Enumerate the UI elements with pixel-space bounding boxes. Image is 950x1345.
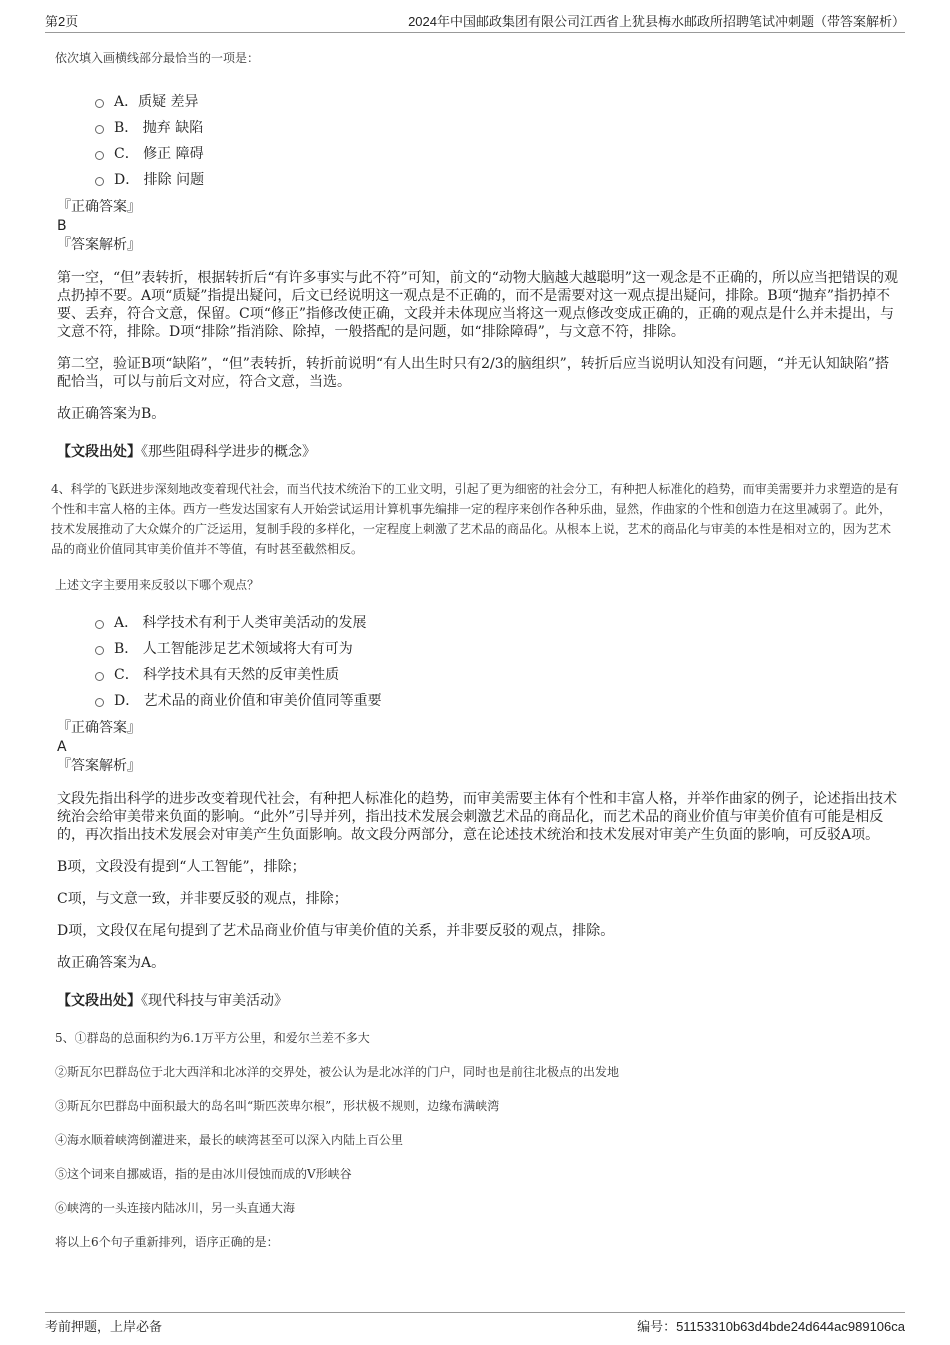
radio-icon[interactable] [95,99,104,108]
q5-sentence: ②斯瓦尔巴群岛位于北大西洋和北冰洋的交界处，被公认为是北冰洋的门户，同时也是前往北极点的出发地 [55,1065,620,1079]
q4-answer: A [57,739,67,755]
radio-icon[interactable] [95,151,104,160]
radio-icon[interactable] [95,698,104,707]
q5-sentence: ⑥峡湾的一头连接内陆冰川，另一头直通大海 [55,1201,296,1215]
radio-icon[interactable] [95,620,104,629]
footer-slogan: 考前押题，上岸必备 [45,1320,163,1335]
q3-analysis-paragraph: 第二空，验证B项“缺陷”，“但”表转折，转折前说明“有人出生时只有2/3的脑组织”，转折后应当说明认知没有问题，“并无认知缺陷”搭配恰当，可以与前后文对应，符合文意，当选。 [57,356,890,390]
q4-option-b[interactable]: B． 人工智能涉足艺术领域将大有可为 [95,635,900,661]
q4-option-a[interactable]: A． 科学技术有利于人类审美活动的发展 [95,609,900,635]
q3-options [95,88,900,192]
q5-sentence: ⑤这个词来自挪威语，指的是由冰川侵蚀而成的V形峡谷 [55,1167,352,1181]
q4-options [95,609,900,713]
radio-icon[interactable] [95,646,104,655]
q4-option-d[interactable]: D． 艺术品的商业价值和审美价值同等重要 [95,687,900,713]
q3-analysis-label: 『答案解析』 [57,237,141,253]
page-number: 第2页 [45,14,79,29]
q4-analysis-paragraph: D项，文段仅在尾句提到了艺术品商业价值与审美价值的关系，并非要反驳的观点，排除。 [57,923,615,939]
document-code: 编号：51153310b63d4bde24d644ac989106ca [637,1319,905,1334]
q4-text: 4、科学的飞跃进步深刻地改变着现代社会，而当代技术统治下的工业文明，引起了更为细密的社会分工，有种把人标准化的趋势，而审美需要并力求塑造的是有个性和丰富人格的主体。西方一些发达国家有人开始尝试运用计算机事先编排一定的程序来创作各种乐曲，显然，作曲家的个性和创造力在这里减弱了。此外，技术发展推动了大众媒介的广泛运用，复制手段的多样化，一定程度上刺激了艺术品的商品化。从根本上说，艺术的商品化与审美的本性是相对立的，因为艺术品的商业价值同其审美价值并不等值，有时甚至截然相反。 [51,482,899,556]
q4-analysis-paragraph: C项，与文意一致，并非要反驳的观点，排除； [57,891,348,907]
q5-sentence: 5、①群岛的总面积约为6.1万平方公里，和爱尔兰差不多大 [55,1031,370,1045]
q4-source: 【文段出处】《现代科技与审美活动》 [57,993,288,1009]
q4-analysis-paragraph: 故正确答案为A。 [57,955,166,971]
q3-answer: B [57,218,67,234]
q3-analysis-paragraph: 第一空，“但”表转折，根据转折后“有许多事实与此不符”可知，前文的“动物大脑越大越聪明”这一观念是不正确的，所以应当把错误的观点扔掉不要。A项“质疑”指提出疑问，后文已经说明这一观点是不正确的，而不是需要对这一观点提出疑问，排除。B项“抛弃”指扔掉不要、丢弃，符合文意，保留。C项“修正”指修改使正确，文段并未体现应当将这一观点修改变成正确的，正确的观点是什么并未提出，与文意不符，排除。D项“排除”指消除、除掉，一般搭配的是问题，如“排除障碍”，与文意不符，排除。 [57,270,898,340]
q3-option-d[interactable]: D． 排除 问题 [95,166,900,192]
q4-option-c[interactable]: C． 科学技术具有天然的反审美性质 [95,661,900,687]
q4-prompt: 上述文字主要用来反驳以下哪个观点？ [55,578,260,592]
q3-analysis-paragraph: 故正确答案为B。 [57,406,166,422]
q5-sentence: ③斯瓦尔巴群岛中面积最大的岛名叫“斯匹茨卑尔根”，形状极不规则，边缘布满峡湾 [55,1099,500,1113]
q4-analysis-label: 『答案解析』 [57,758,141,774]
q3-source: 【文段出处】《那些阻碍科学进步的概念》 [57,444,316,460]
q3-answer-label: 『正确答案』 [57,199,141,215]
q3-option-c[interactable]: C． 修正 障碍 [95,140,900,166]
q4-answer-label: 『正确答案』 [57,720,141,736]
q3-option-a[interactable]: A．质疑 差异 [95,88,900,114]
q4-analysis-paragraph: 文段先指出科学的进步改变着现代社会，有种把人标准化的趋势，而审美需要主体有个性和丰富人格，并举作曲家的例子，论述指出技术统治会给审美带来负面的影响。“此外”引导并列，指出技术发展会刺激艺术品的商品化，而艺术品的商业价值与审美价值有可能是相反的，再次指出技术发展会对审美产生负面影响。故文段分两部分，意在论述技术统治和技术发展对审美产生负面的影响，可反驳A项。 [57,791,897,843]
radio-icon[interactable] [95,672,104,681]
document-title: 2024年中国邮政集团有限公司江西省上犹县梅水邮政所招聘笔试冲刺题（带答案解析） [408,14,905,29]
page-header [45,12,905,33]
q4-analysis-paragraph: B项，文段没有提到“人工智能”，排除； [57,859,306,875]
q5-prompt: 将以上6个句子重新排列，语序正确的是： [55,1235,279,1249]
q3-prompt: 依次填入画横线部分最恰当的一项是： [55,51,260,65]
radio-icon[interactable] [95,177,104,186]
q5-sentence: ④海水顺着峡湾倒灌进来，最长的峡湾甚至可以深入内陆上百公里 [55,1133,404,1147]
page-content [51,44,900,1266]
q3-option-b[interactable]: B． 抛弃 缺陷 [95,114,900,140]
radio-icon[interactable] [95,125,104,134]
page-footer [45,1312,905,1335]
